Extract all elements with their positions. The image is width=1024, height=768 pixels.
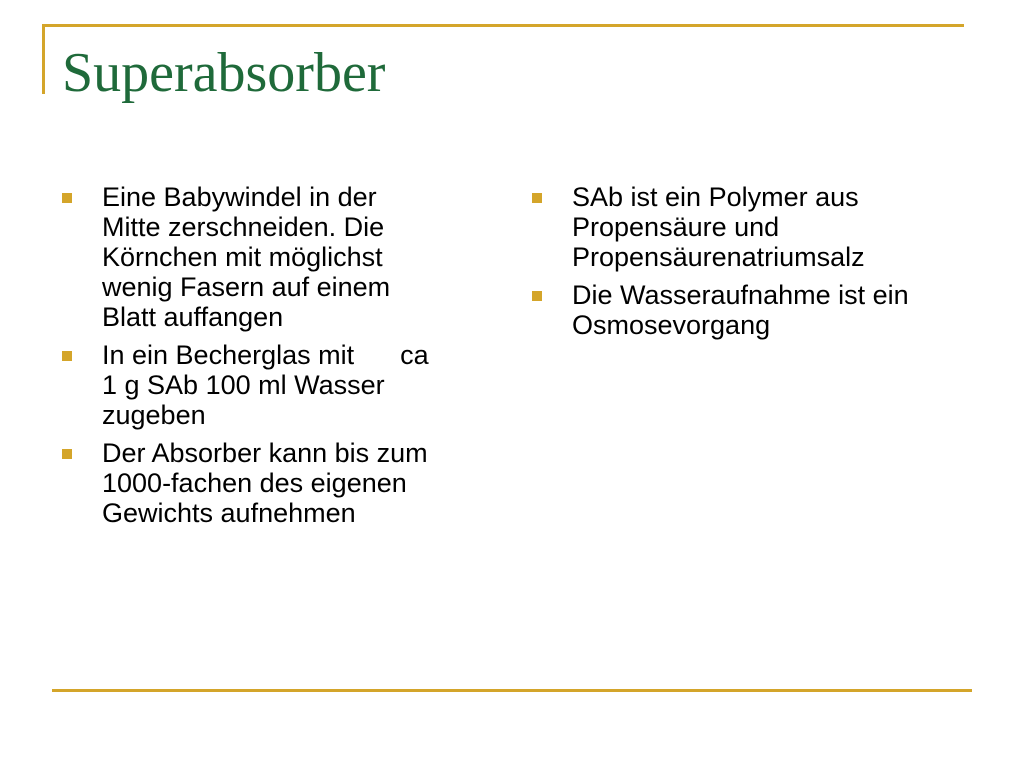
bullet-line: wenig Fasern auf einem [102,272,391,302]
slide-title: Superabsorber [62,42,386,104]
left-bullet-list [62,182,492,536]
bullet-line: Propensäurenatriumsalz [572,242,865,272]
bullet-line: Osmosevorgang [572,310,771,340]
bullet-text [102,340,492,430]
bullet-line: Die Wasseraufnahme ist ein [572,280,909,310]
square-bullet-icon [62,193,72,203]
square-bullet-icon [532,193,542,203]
bullet-line: Der Absorber kann bis zum [102,438,428,468]
frame-top-line [42,24,964,27]
bullet-text [102,438,492,528]
square-bullet-icon [62,449,72,459]
bullet-line: Eine Babywindel in der [102,182,377,212]
bullet-text [572,182,972,272]
frame-left-line [42,24,45,94]
bullet-text [572,280,972,340]
bullet-line: 1 g SAb 100 ml Wasser [102,370,385,400]
square-bullet-icon [62,351,72,361]
square-bullet-icon [532,291,542,301]
bullet-line: Mitte zerschneiden. Die [102,212,385,242]
bullet-line: Gewichts aufnehmen [102,498,356,528]
bullet-aside: ca [400,340,429,370]
bullet-line: SAb ist ein Polymer aus [572,182,859,212]
bullet-item [532,280,972,340]
bullet-item [532,182,972,272]
bullet-line: zugeben [102,400,206,430]
bullet-item [62,438,492,528]
bullet-line: Blatt auffangen [102,302,284,332]
bullet-line: Propensäure und [572,212,780,242]
bullet-item [62,340,492,430]
frame-bottom-line [52,689,972,692]
bullet-line: 1000-fachen des eigenen [102,468,407,498]
bullet-line: Körnchen mit möglichst [102,242,383,272]
bullet-line: In ein Becherglas mit [102,340,355,370]
bullet-item [62,182,492,332]
right-bullet-list [532,182,972,348]
bullet-text [102,182,492,332]
